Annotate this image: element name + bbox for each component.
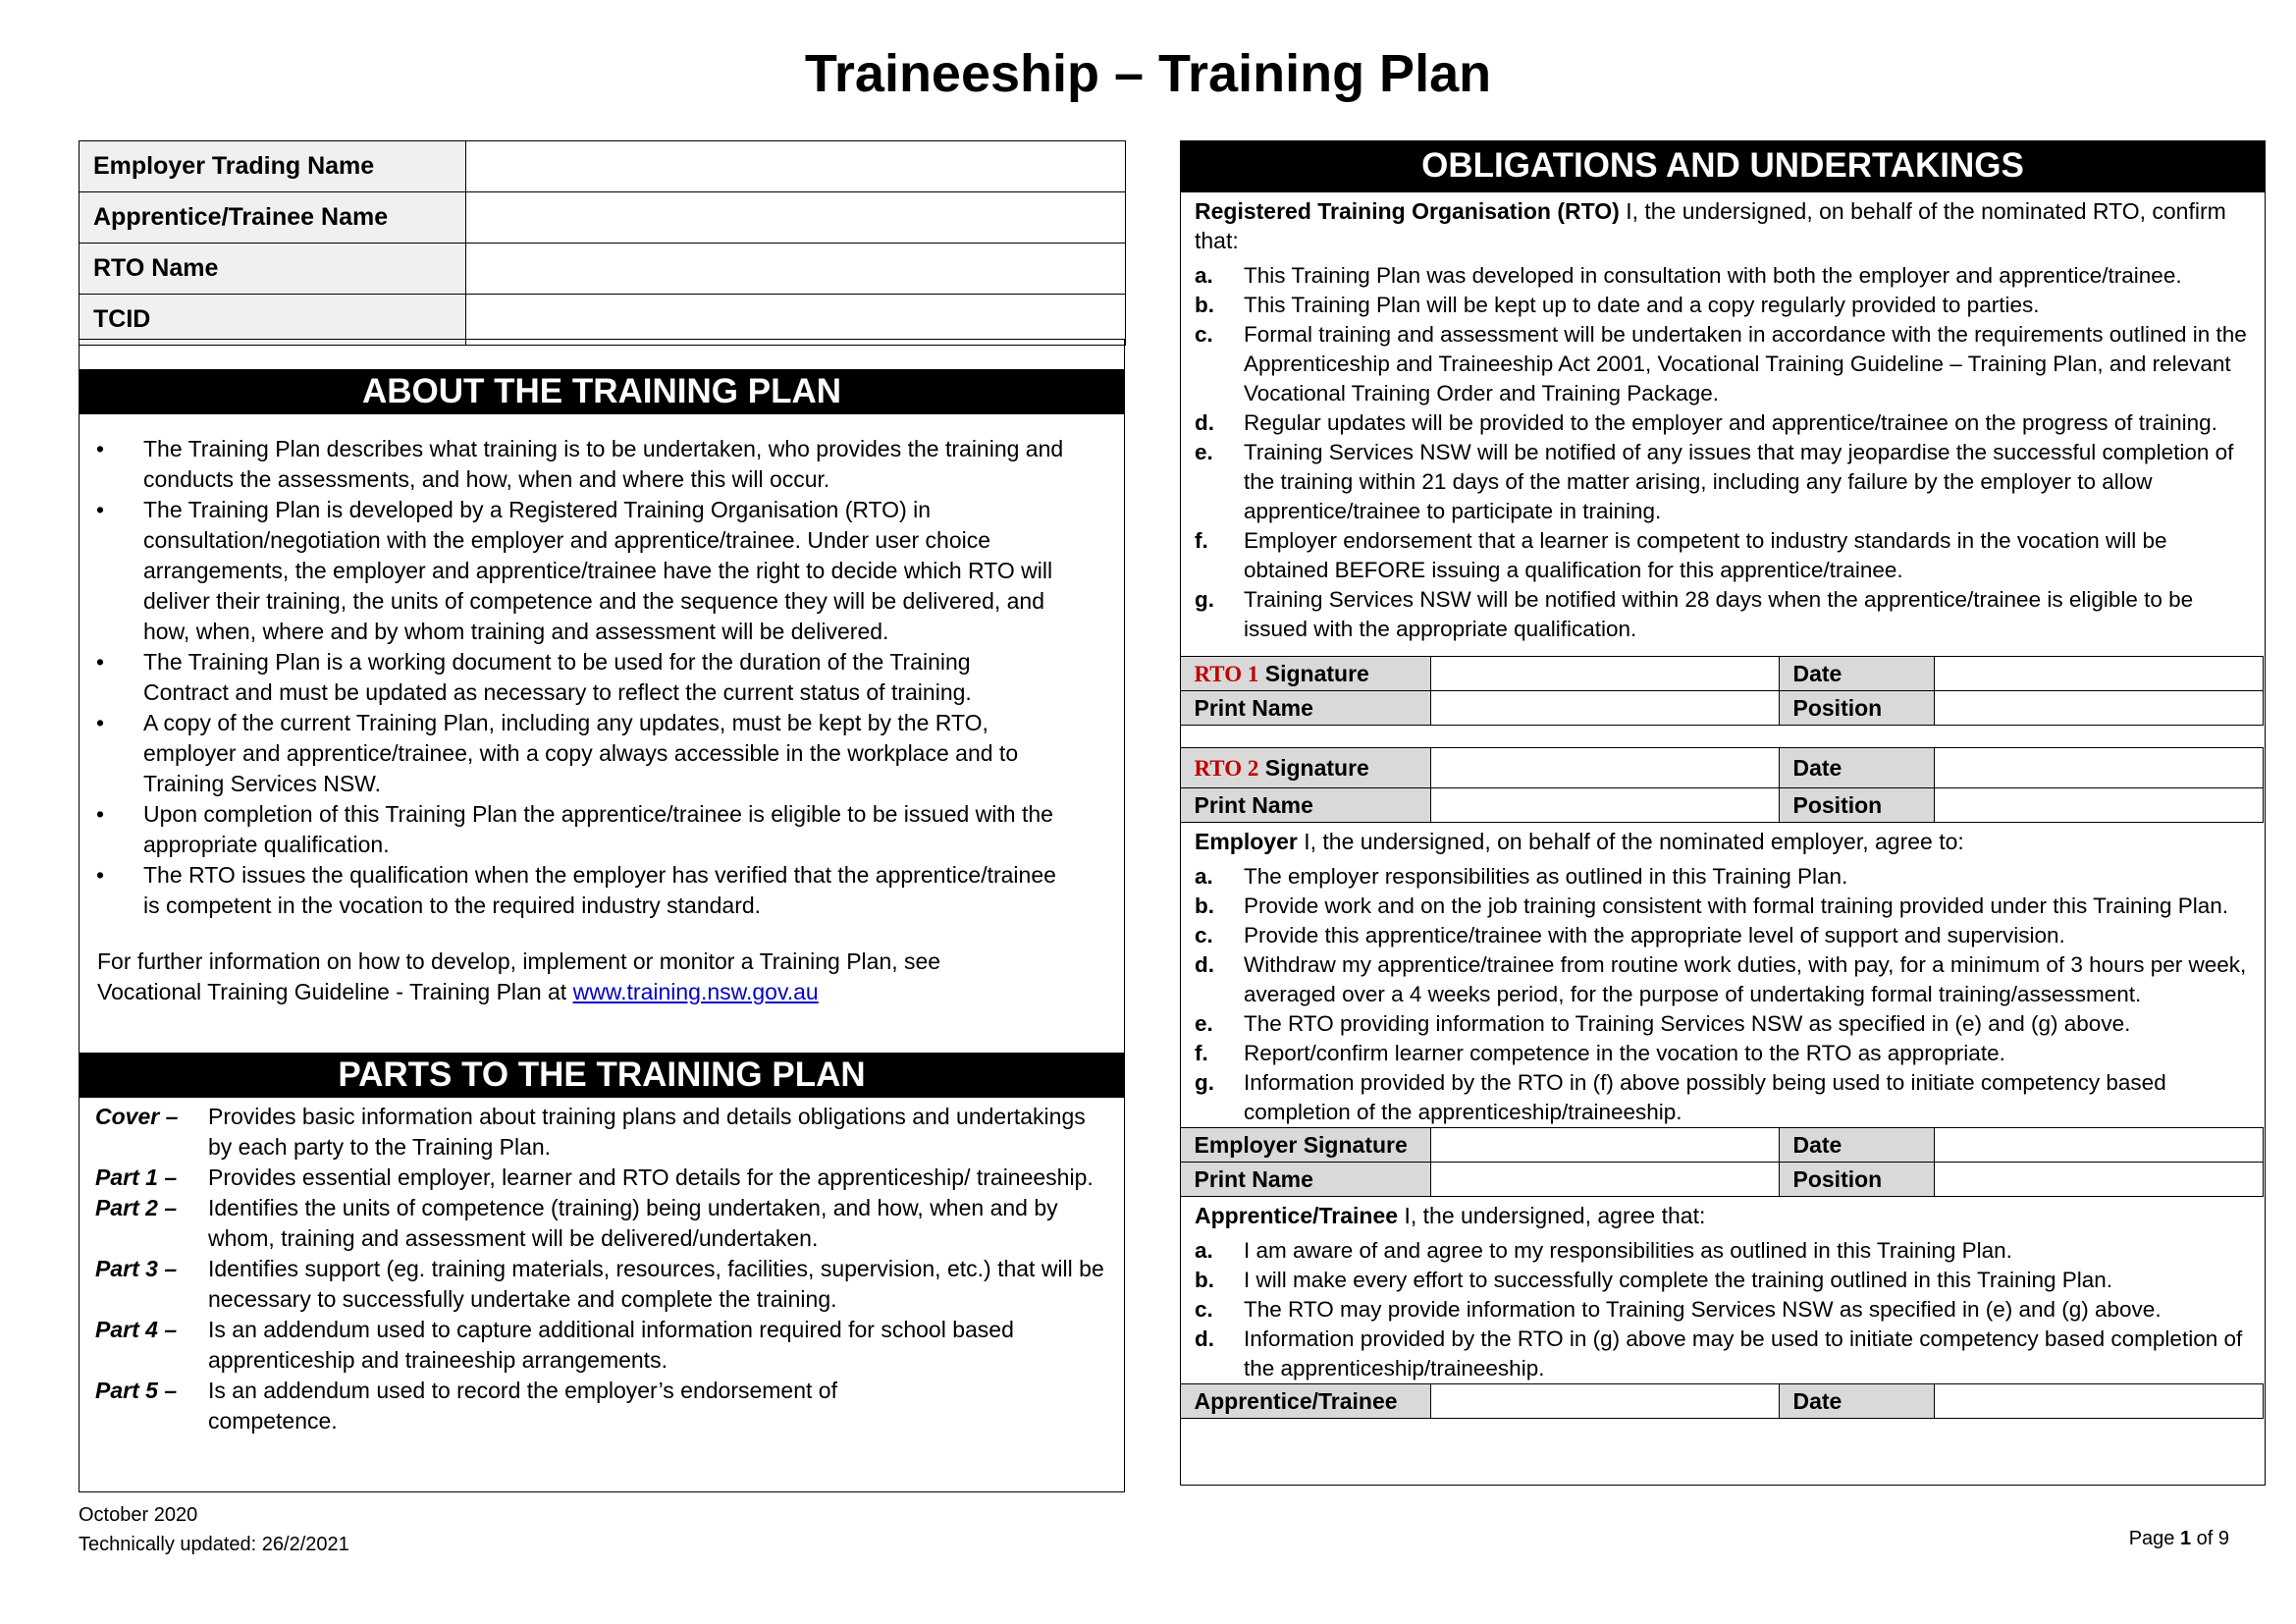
part-text: Provides essential employer, learner and RTO details for the apprenticeship/ traineeship. bbox=[208, 1164, 1094, 1190]
employer-obligation-list bbox=[1181, 856, 2265, 1127]
item-letter: b. bbox=[1195, 1268, 1214, 1292]
item-letter: f. bbox=[1195, 1041, 1208, 1065]
list-item bbox=[1195, 862, 2257, 892]
list-item bbox=[1195, 320, 2257, 408]
rto1-signature-label bbox=[1180, 657, 1430, 691]
footer-updated: Technically updated: 26/2/2021 bbox=[79, 1534, 349, 1555]
footer-dates bbox=[79, 1500, 349, 1559]
date-label: Date bbox=[1779, 1384, 1934, 1419]
further-info-text: For further information on how to develop, implement or monitor a Training Plan, see bbox=[97, 948, 941, 974]
rto2-signature-table bbox=[1180, 747, 2264, 823]
item-text: Regular updates will be provided to the employer and apprentice/trainee on the progress of training. bbox=[1244, 410, 2217, 435]
item-text: Information provided by the RTO in (f) above possibly being used to initiate competency based completion of the apprenticeship/traineeship. bbox=[1244, 1070, 2166, 1124]
part-text: Identifies support (eg. training materials, resources, facilities, supervision, etc.) that will be necessary to successfully undertake and complete the training. bbox=[208, 1256, 1104, 1312]
trainee-signature-label: Apprentice/Trainee bbox=[1180, 1384, 1430, 1419]
rto2-position-field[interactable] bbox=[1934, 788, 2263, 823]
item-text: Withdraw my apprentice/trainee from routine work duties, with pay, for a minimum of 3 hours per week, averaged over a 4 weeks period, for the purpose of undertaking formal training/assessment. bbox=[1244, 952, 2247, 1006]
rto2-print-name-field[interactable] bbox=[1430, 788, 1779, 823]
employer-signature-label: Employer Signature bbox=[1180, 1128, 1430, 1163]
list-item bbox=[1195, 1009, 2257, 1039]
rto-name-field[interactable] bbox=[466, 244, 1126, 295]
list-item bbox=[1195, 261, 2257, 291]
part-label: Cover – bbox=[95, 1104, 179, 1129]
rto-intro-bold: Registered Training Organisation (RTO) bbox=[1195, 198, 1620, 224]
item-letter: c. bbox=[1195, 1297, 1213, 1322]
info-label: RTO Name bbox=[80, 244, 466, 295]
rto2-tag: RTO 2 bbox=[1194, 755, 1259, 781]
part-label: Part 5 – bbox=[95, 1378, 178, 1403]
item-letter: g. bbox=[1195, 587, 1214, 612]
list-item bbox=[95, 1163, 1104, 1193]
employer-print-name-field[interactable] bbox=[1430, 1163, 1779, 1197]
print-name-label: Print Name bbox=[1180, 788, 1430, 823]
item-text: Training Services NSW will be notified within 28 days when the apprentice/trainee is eligible to be issued with the appropriate qualification. bbox=[1244, 587, 2194, 641]
info-row-tcid bbox=[80, 295, 1126, 346]
rto-intro-text: I, the undersigned, on behalf of the nominated RTO, confirm that: bbox=[1195, 198, 2226, 253]
trainee-name-field[interactable] bbox=[466, 192, 1126, 244]
date-label: Date bbox=[1779, 748, 1934, 788]
list-item bbox=[95, 1102, 1104, 1163]
employer-date-field[interactable] bbox=[1934, 1128, 2263, 1163]
list-item bbox=[1195, 892, 2257, 921]
list-item bbox=[1195, 291, 2257, 320]
item-letter: d. bbox=[1195, 952, 1214, 977]
print-name-label: Print Name bbox=[1180, 1163, 1430, 1197]
list-item bbox=[1195, 1295, 2257, 1325]
list-item: • The Training Plan is a working document to be used for the duration of the Training Contract and must be updated as necessary to reflect the current status of training. bbox=[143, 647, 1075, 708]
employer-intro-text: I, the undersigned, on behalf of the nominated employer, agree to: bbox=[1297, 829, 1964, 854]
info-row-employer bbox=[80, 141, 1126, 192]
part-text: Is an addendum used to record the employer’s endorsement of competence. bbox=[208, 1378, 837, 1434]
page-current: 1 bbox=[2179, 1528, 2192, 1549]
list-item: • The Training Plan is developed by a Registered Training Organisation (RTO) in consultation/negotiation with the employer and apprentice/trainee. Under user choice arrangements, the employer and apprentice/trainee have the right to decide which RTO will deliver their training, the units of competence and the sequence they will be delivered, and how, when, where and by whom training and assessment will be delivered. bbox=[143, 495, 1075, 647]
date-label: Date bbox=[1779, 657, 1934, 691]
list-item bbox=[1195, 1266, 2257, 1295]
list-item bbox=[95, 1376, 1104, 1436]
list-item bbox=[95, 1315, 1104, 1376]
rto1-signature-table bbox=[1180, 656, 2264, 726]
signature-label: Signature bbox=[1264, 754, 1369, 781]
part-label: Part 1 – bbox=[95, 1164, 178, 1190]
item-text: This Training Plan was developed in consultation with both the employer and apprentice/trainee. bbox=[1244, 263, 2182, 288]
position-label: Position bbox=[1779, 788, 1934, 823]
item-text: The RTO providing information to Training Services NSW as specified in (e) and (g) above. bbox=[1244, 1011, 2131, 1036]
item-letter: c. bbox=[1195, 322, 1213, 347]
item-letter: c. bbox=[1195, 923, 1213, 947]
list-item bbox=[1195, 1236, 2257, 1266]
item-text: Training Services NSW will be notified of any issues that may jeopardise the successful completion of the training within 21 days of the matter arising, including any failure by the employer to allow apprentice/trainee to participate in training. bbox=[1244, 440, 2234, 523]
trainee-signature-table bbox=[1180, 1383, 2264, 1419]
list-item: • A copy of the current Training Plan, including any updates, must be kept by the RTO, employer and apprentice/trainee, with a copy always accessible in the workplace and to Training Services NSW. bbox=[143, 708, 1075, 799]
info-label: Employer Trading Name bbox=[80, 141, 466, 192]
list-item bbox=[1195, 950, 2257, 1009]
list-item bbox=[1195, 921, 2257, 950]
item-text: The employer responsibilities as outlined in this Training Plan. bbox=[1244, 864, 1848, 889]
trainee-intro-bold: Apprentice/Trainee bbox=[1195, 1203, 1399, 1228]
rto1-print-name-field[interactable] bbox=[1430, 691, 1779, 726]
item-letter: b. bbox=[1195, 293, 1214, 317]
item-letter: f. bbox=[1195, 528, 1208, 553]
employer-trading-name-field[interactable] bbox=[466, 141, 1126, 192]
employer-intro bbox=[1181, 823, 2265, 856]
item-text: Formal training and assessment will be undertaken in accordance with the requirements outlined in the Apprenticeship and Traineeship Act 2001, Vocational Training Guideline – Training Plan, and relevant Vocational Training Order and Training Package. bbox=[1244, 322, 2247, 406]
list-item bbox=[1195, 1325, 2257, 1383]
obligations-section bbox=[1180, 140, 2266, 1486]
info-row-trainee bbox=[80, 192, 1126, 244]
rto2-date-field[interactable] bbox=[1934, 748, 2263, 788]
item-letter: a. bbox=[1195, 263, 1213, 288]
position-label: Position bbox=[1779, 1163, 1934, 1197]
rto1-tag: RTO 1 bbox=[1194, 661, 1259, 686]
rto-obligation-list bbox=[1181, 255, 2265, 644]
trainee-date-field[interactable] bbox=[1934, 1384, 2263, 1419]
rto1-date-field[interactable] bbox=[1934, 657, 2263, 691]
further-info bbox=[80, 921, 1124, 1007]
item-text: This Training Plan will be kept up to date and a copy regularly provided to parties. bbox=[1244, 293, 2040, 317]
rto1-signature-field[interactable] bbox=[1430, 657, 1779, 691]
parts-heading: PARTS TO THE TRAINING PLAN bbox=[80, 1053, 1124, 1098]
signature-label: Signature bbox=[1264, 660, 1369, 686]
list-item: • The RTO issues the qualification when the employer has verified that the apprentice/trainee is competent in the vocation to the required industry standard. bbox=[143, 860, 1075, 921]
part-text: Identifies the units of competence (training) being undertaken, and how, when and by whom, training and assessment will be delivered/undertaken. bbox=[208, 1195, 1058, 1251]
item-letter: d. bbox=[1195, 410, 1214, 435]
list-item: • The Training Plan describes what training is to be undertaken, who provides the training and conducts the assessments, and how, when and where this will occur. bbox=[143, 434, 1075, 495]
trainee-intro bbox=[1181, 1197, 2265, 1230]
trainee-signature-field[interactable] bbox=[1430, 1384, 1779, 1419]
item-letter: g. bbox=[1195, 1070, 1214, 1095]
employer-signature-field[interactable] bbox=[1430, 1128, 1779, 1163]
page-title: Traineeship – Training Plan bbox=[804, 44, 1492, 103]
item-letter: b. bbox=[1195, 893, 1214, 918]
position-label: Position bbox=[1779, 691, 1934, 726]
parts-list bbox=[80, 1098, 1124, 1436]
about-bullet-list bbox=[80, 414, 1124, 921]
employer-signature-table bbox=[1180, 1127, 2264, 1197]
item-letter: e. bbox=[1195, 440, 1213, 464]
obligations-heading: OBLIGATIONS AND UNDERTAKINGS bbox=[1181, 141, 2265, 192]
rto2-signature-label bbox=[1180, 748, 1430, 788]
item-text: Report/confirm learner competence in the vocation to the RTO as appropriate. bbox=[1244, 1041, 2005, 1065]
rto1-position-field[interactable] bbox=[1934, 691, 2263, 726]
tcid-field[interactable] bbox=[466, 295, 1126, 346]
trainee-obligation-list bbox=[1181, 1230, 2265, 1383]
part-text: Is an addendum used to capture additional information required for school based apprenticeship and traineeship arrangements. bbox=[208, 1317, 1014, 1373]
item-text: I am aware of and agree to my responsibilities as outlined in this Training Plan. bbox=[1244, 1238, 2012, 1263]
list-item bbox=[95, 1254, 1104, 1315]
item-letter: a. bbox=[1195, 1238, 1213, 1263]
part-label: Part 3 – bbox=[95, 1256, 178, 1281]
list-item bbox=[1195, 408, 2257, 438]
header-info-table bbox=[79, 140, 1126, 346]
item-text: Employer endorsement that a learner is competent to industry standards in the vocation will be obtained BEFORE issuing a qualification for this apprentice/trainee. bbox=[1244, 528, 2167, 582]
list-item bbox=[95, 1193, 1104, 1254]
item-text: Information provided by the RTO in (g) above may be used to initiate competency based completion of the apprenticeship/traineeship. bbox=[1244, 1326, 2243, 1380]
list-item bbox=[1195, 1068, 2257, 1127]
info-label: TCID bbox=[80, 295, 466, 346]
page-prefix: Page bbox=[2128, 1528, 2180, 1549]
training-nsw-link[interactable]: www.training.nsw.gov.au bbox=[572, 979, 819, 1004]
part-label: Part 2 – bbox=[95, 1195, 178, 1220]
item-letter: a. bbox=[1195, 864, 1213, 889]
list-item bbox=[1195, 585, 2257, 644]
info-row-rto bbox=[80, 244, 1126, 295]
item-letter: e. bbox=[1195, 1011, 1213, 1036]
date-label: Date bbox=[1779, 1128, 1934, 1163]
page-total: of 9 bbox=[2191, 1528, 2229, 1549]
rto2-signature-field[interactable] bbox=[1430, 748, 1779, 788]
employer-intro-bold: Employer bbox=[1195, 829, 1298, 854]
list-item: • Upon completion of this Training Plan the apprentice/trainee is eligible to be issued with the appropriate qualification. bbox=[143, 799, 1075, 860]
item-text: I will make every effort to successfully complete the training outlined in this Training Plan. bbox=[1244, 1268, 2113, 1292]
item-text: The RTO may provide information to Training Services NSW as specified in (e) and (g) above. bbox=[1244, 1297, 2162, 1322]
info-label: Apprentice/Trainee Name bbox=[80, 192, 466, 244]
print-name-label: Print Name bbox=[1180, 691, 1430, 726]
item-text: Provide work and on the job training consistent with formal training provided under this Training Plan. bbox=[1244, 893, 2229, 918]
part-text: Provides basic information about training plans and details obligations and undertakings by each party to the Training Plan. bbox=[208, 1104, 1086, 1160]
list-item bbox=[1195, 438, 2257, 526]
page-number bbox=[2129, 1528, 2229, 1550]
part-label: Part 4 – bbox=[95, 1317, 178, 1342]
further-info-text: Vocational Training Guideline - Training Plan at bbox=[97, 979, 567, 1004]
about-section bbox=[79, 339, 1125, 1492]
list-item bbox=[1195, 526, 2257, 585]
item-text: Provide this apprentice/trainee with the appropriate level of support and supervision. bbox=[1244, 923, 2065, 947]
footer-date: October 2020 bbox=[79, 1504, 198, 1526]
list-item bbox=[1195, 1039, 2257, 1068]
about-heading: ABOUT THE TRAINING PLAN bbox=[80, 369, 1124, 414]
item-letter: d. bbox=[1195, 1326, 1214, 1351]
employer-position-field[interactable] bbox=[1934, 1163, 2263, 1197]
trainee-intro-text: I, the undersigned, agree that: bbox=[1398, 1203, 1706, 1228]
rto-intro bbox=[1181, 192, 2265, 255]
